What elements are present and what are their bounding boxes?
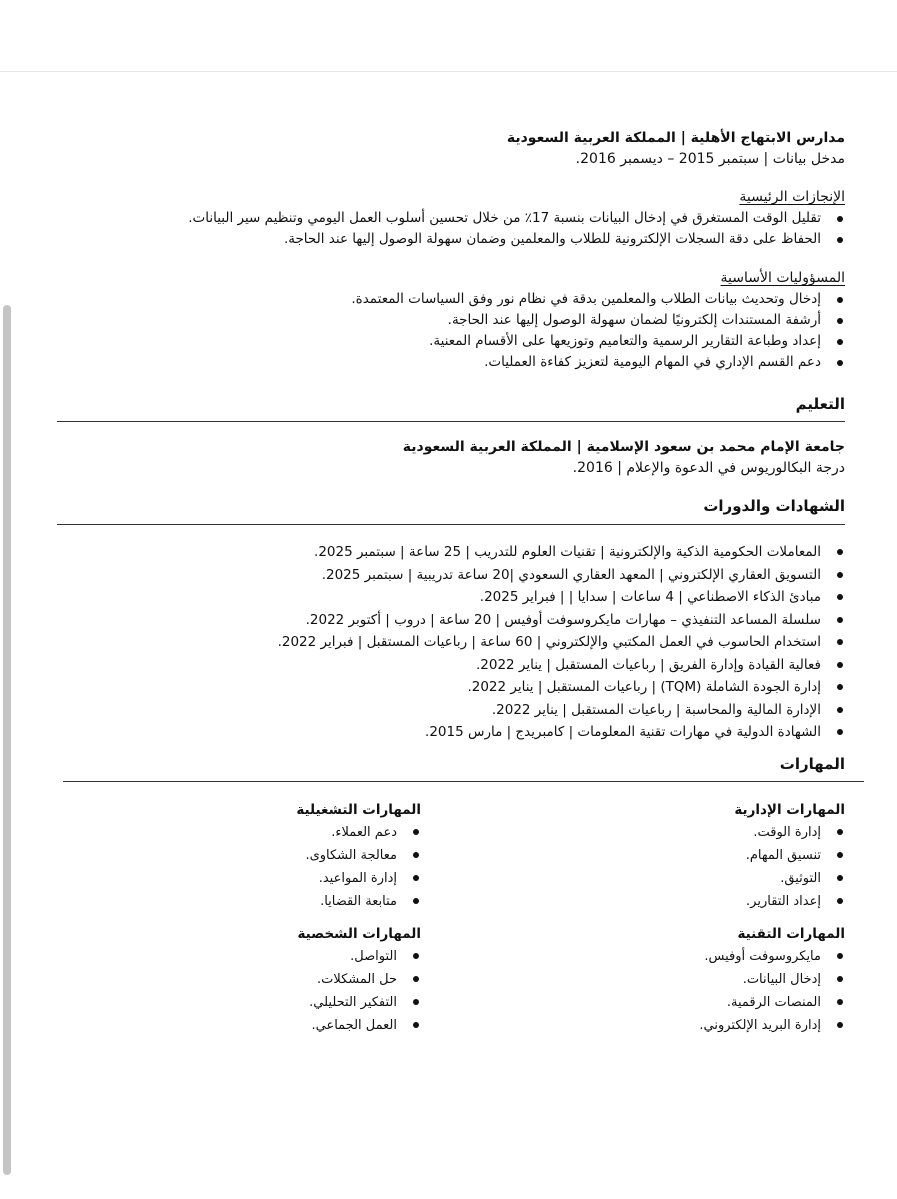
list-item: إدخال البيانات.: [699, 968, 845, 991]
list-item: مبادئ الذكاء الاصطناعي | 4 ساعات | سدايا | | فبراير 2025.: [278, 586, 845, 609]
skills-personal: [297, 924, 421, 1037]
list-item: معالجة الشكاوى.: [296, 844, 421, 867]
certificates-title: الشهادات والدورات: [703, 497, 845, 515]
list-item: تقليل الوقت المستغرق في إدخال البيانات بنسبة 17٪ من خلال تحسين أسلوب العمل اليومي وتنظيم سير البيانات.: [188, 208, 845, 229]
list-item: إعداد التقارير.: [734, 890, 845, 913]
list-item: الإدارة المالية والمحاسبة | رباعيات المستقبل | يناير 2022.: [278, 699, 845, 722]
experience-role-dates: مدخل بيانات | سبتمبر 2015 – ديسمبر 2016.: [575, 151, 845, 167]
skills-technical: [699, 924, 845, 1037]
list-item: التسويق العقاري الإلكتروني | المعهد العقاري السعودي |20 ساعة تدريبية | سبتمبر 2025.: [278, 564, 845, 587]
list-item: تنسيق المهام.: [734, 844, 845, 867]
experience-entry: [507, 128, 845, 170]
responsibilities-list: [351, 289, 845, 373]
skills-operational-title: المهارات التشغيلية: [296, 802, 421, 818]
list-item: أرشفة المستندات إلكترونيًا لضمان سهولة الوصول إليها عند الحاجة.: [351, 310, 845, 331]
certificates-list: [278, 541, 845, 744]
skills-administrative-title: المهارات الإدارية: [734, 802, 845, 818]
experience-organization: مدارس الابتهاج الأهلية | المملكة العربية السعودية: [506, 130, 845, 146]
skills-technical-list: [699, 945, 845, 1037]
list-item: إدارة الوقت.: [734, 821, 845, 844]
list-item: دعم القسم الإداري في المهام اليومية لتعزيز كفاءة العمليات.: [351, 352, 845, 373]
achievements-section: [188, 187, 845, 250]
skills-divider: [63, 781, 864, 782]
list-item: الشهادة الدولية في مهارات تقنية المعلومات | كامبريدج | مارس 2015.: [278, 721, 845, 744]
list-item: فعالية القيادة وإدارة الفريق | رباعيات المستقبل | يناير 2022.: [278, 654, 845, 677]
list-item: دعم العملاء.: [296, 821, 421, 844]
list-item: التواصل.: [297, 945, 421, 968]
skills-personal-title: المهارات الشخصية: [297, 926, 421, 942]
top-divider: [0, 71, 897, 72]
list-item: الحفاظ على دقة السجلات الإلكترونية للطلاب والمعلمين وضمان سهولة الوصول إليها عند الحاجة.: [188, 229, 845, 250]
list-item: إدارة البريد الإلكتروني.: [699, 1014, 845, 1037]
education-divider: [57, 421, 845, 422]
list-item: التوثيق.: [734, 867, 845, 890]
skills-administrative-list: [734, 821, 845, 913]
list-item: إعداد وطباعة التقارير الرسمية والتعاميم وتوزيعها على الأقسام المعنية.: [351, 331, 845, 352]
list-item: حل المشكلات.: [297, 968, 421, 991]
certificates-section: [278, 541, 845, 744]
list-item: مايكروسوفت أوفيس.: [699, 945, 845, 968]
list-item: المنصات الرقمية.: [699, 991, 845, 1014]
certificates-divider: [57, 524, 845, 525]
skills-administrative: [734, 800, 845, 913]
skills-personal-list: [297, 945, 421, 1037]
list-item: التفكير التحليلي.: [297, 991, 421, 1014]
responsibilities-section: [351, 268, 845, 373]
achievements-list: [188, 208, 845, 250]
viewer-top-bar: [0, 0, 897, 72]
scrollbar[interactable]: [3, 305, 11, 1175]
education-degree: درجة البكالوريوس في الدعوة والإعلام | 2016.: [572, 460, 845, 476]
list-item: العمل الجماعي.: [297, 1014, 421, 1037]
skills-technical-title: المهارات التقنية: [737, 926, 845, 942]
list-item: استخدام الحاسوب في العمل المكتبي والإلكتروني | 60 ساعة | رباعيات المستقبل | فبراير 2022.: [278, 631, 845, 654]
education-title: التعليم: [795, 395, 845, 413]
skills-title: المهارات: [779, 755, 845, 773]
education-entry: [403, 437, 845, 479]
education-school: جامعة الإمام محمد بن سعود الإسلامية | المملكة العربية السعودية: [402, 439, 845, 455]
skills-operational: [296, 800, 421, 913]
list-item: إدخال وتحديث بيانات الطلاب والمعلمين بدقة في نظام نور وفق السياسات المعتمدة.: [351, 289, 845, 310]
list-item: المعاملات الحكومية الذكية والإلكترونية | تقنيات العلوم للتدريب | 25 ساعة | سبتمبر 2025.: [278, 541, 845, 564]
list-item: متابعة القضايا.: [296, 890, 421, 913]
responsibilities-title: المسؤوليات الأساسية: [720, 270, 845, 286]
list-item: إدارة الجودة الشاملة (TQM) | رباعيات المستقبل | يناير 2022.: [278, 676, 845, 699]
skills-operational-list: [296, 821, 421, 913]
list-item: إدارة المواعيد.: [296, 867, 421, 890]
list-item: سلسلة المساعد التنفيذي – مهارات مايكروسوفت أوفيس | 20 ساعة | دروب | أكتوبر 2022.: [278, 609, 845, 632]
achievements-title: الإنجازات الرئيسية: [739, 189, 845, 205]
